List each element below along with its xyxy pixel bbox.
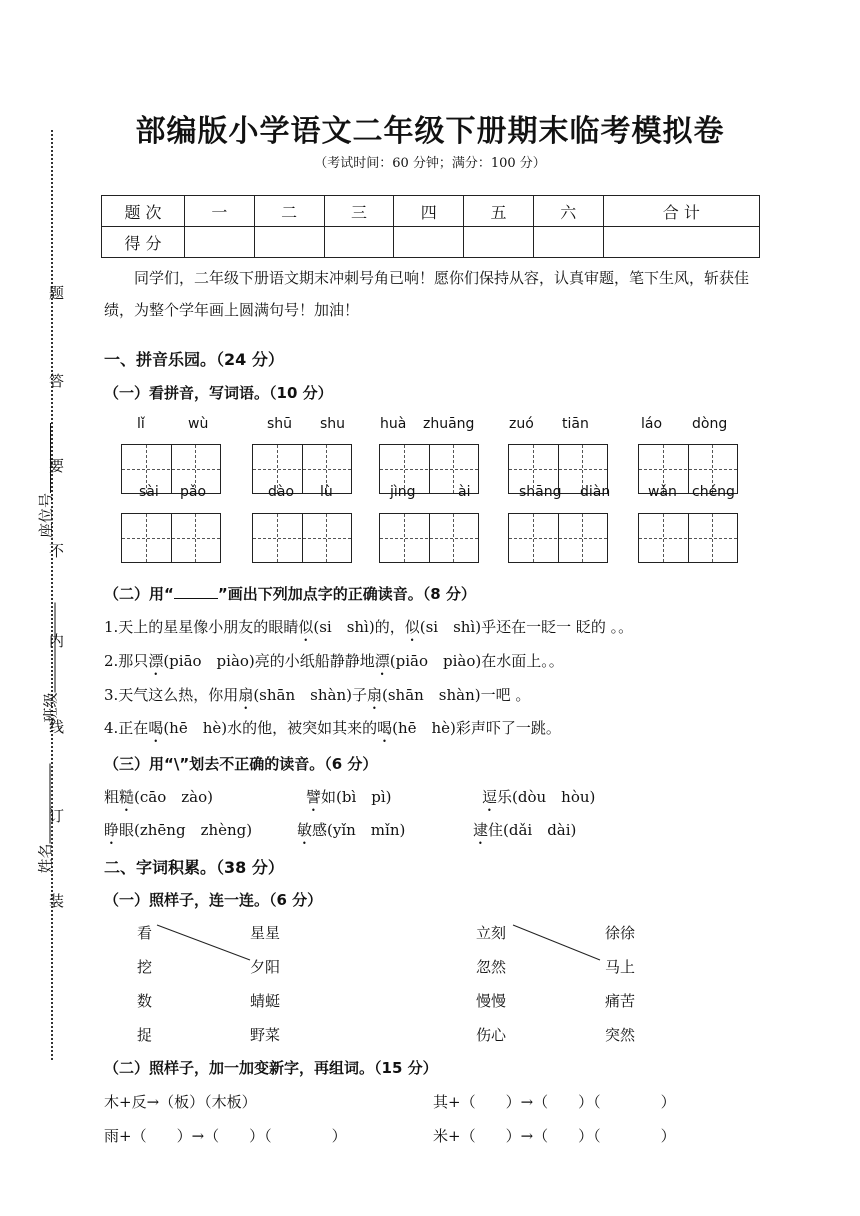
score-header-cell: 四 — [394, 196, 464, 227]
score-header-cell: 三 — [324, 196, 394, 227]
binding-char: 内 — [49, 632, 65, 650]
score-header-cell: 五 — [464, 196, 534, 227]
match-word[interactable]: 马上 — [605, 958, 636, 976]
binding-char: 要 — [49, 457, 65, 475]
pinyin: sài — [139, 484, 159, 500]
add-char-question[interactable]: 雨+（ ）→（ ）（ ） — [104, 1127, 347, 1145]
score-header-cell: 一 — [185, 196, 255, 227]
question-line: 4.正在喝(hē hè)水的他，被突如其来的喝(hē hè)彩声吓了一跳。 — [104, 719, 561, 737]
pinyin-item: 敏感(yǐn mǐn) — [297, 821, 406, 839]
add-char-example: 木+反→（板）（木板） — [104, 1093, 257, 1111]
part-2-1-heading: （一）照样子，连一连。（6 分） — [104, 891, 323, 909]
pinyin: dòng — [692, 416, 728, 432]
score-header-cell: 六 — [533, 196, 603, 227]
pinyin: shu — [320, 416, 346, 432]
pinyin: zhuāng — [423, 416, 475, 432]
match-word[interactable]: 慢慢 — [476, 992, 507, 1010]
class-field: 班级 — [40, 602, 61, 722]
binding-char: 题 — [49, 284, 65, 302]
match-word[interactable]: 伤心 — [476, 1026, 507, 1044]
match-word[interactable]: 夕阳 — [250, 958, 281, 976]
pinyin: ài — [458, 484, 471, 500]
question-line: 1.天上的星星像小朋友的眼睛似(si shì)的，似(si shì)乎还在一眨一 眨的 。。 — [104, 618, 634, 636]
binding-char: 线 — [49, 718, 65, 736]
match-word[interactable]: 徐徐 — [605, 924, 636, 942]
pinyin: diàn — [580, 484, 611, 500]
section-2-heading: 二、字词积累。（38 分） — [104, 858, 284, 877]
pinyin: chéng — [692, 484, 735, 500]
pinyin: lǐ — [137, 416, 145, 432]
pinyin: shāng — [519, 484, 562, 500]
pinyin-item: 睁眼(zhēng zhèng) — [104, 821, 253, 839]
add-char-question[interactable]: 其+（ ）→（ ）（ ） — [433, 1093, 676, 1111]
match-word[interactable]: 星星 — [250, 924, 281, 942]
question-line: 3.天气这么热，你用扇(shān shàn)子扇(shān shàn)一吧 。 — [104, 686, 531, 704]
pinyin: dào — [268, 484, 295, 500]
match-word[interactable]: 突然 — [605, 1026, 636, 1044]
match-word[interactable]: 看 — [137, 924, 153, 942]
page-subtitle: （考试时间：60 分钟；满分：100 分） — [314, 156, 546, 171]
match-word[interactable]: 捉 — [137, 1026, 153, 1044]
pinyin: lù — [320, 484, 333, 500]
binding-char: 答 — [49, 372, 65, 390]
match-word[interactable]: 数 — [137, 992, 153, 1010]
part-1-3-heading: （三）用“\”划去不正确的读音。（6 分） — [104, 755, 378, 773]
example-match-line — [513, 925, 600, 960]
name-field: 姓名 — [35, 763, 56, 873]
pinyin: wǎn — [648, 484, 677, 500]
match-word[interactable]: 立刻 — [476, 924, 507, 942]
pinyin-item: 粗糙(cāo zào) — [104, 788, 213, 806]
match-word[interactable]: 痛苦 — [605, 992, 636, 1010]
pinyin-item: 逮住(dǎi dài) — [473, 821, 577, 839]
binding-char: 订 — [49, 807, 65, 825]
pinyin: láo — [641, 416, 663, 432]
binding-char: 装 — [49, 892, 65, 910]
pinyin: tiān — [562, 416, 589, 432]
match-word[interactable]: 忽然 — [476, 958, 507, 976]
pinyin-item: 譬如(bì pì) — [306, 788, 392, 806]
page-title: 部编版小学语文二年级下册期末临考模拟卷 — [135, 114, 725, 149]
intro-paragraph: 同学们，二年级下册语文期末冲刺号角已响！愿你们保持从容，认真审题，笔下生风，斩获佳绩，为整个学年画上圆满句号！加油！ — [104, 269, 750, 319]
example-match-line — [157, 925, 250, 960]
seat-number-field: 座位号 — [35, 423, 56, 538]
pinyin: jìng — [390, 484, 416, 500]
match-word[interactable]: 蜻蜓 — [250, 992, 281, 1010]
score-header-cell: 合 计 — [603, 196, 759, 227]
match-word[interactable]: 野菜 — [250, 1026, 281, 1044]
pinyin: zuó — [509, 416, 534, 432]
part-2-2-heading: （二）照样子，加一加变新字，再组词。（15 分） — [104, 1059, 438, 1077]
score-row-label: 得 分 — [102, 227, 185, 258]
add-char-question[interactable]: 米+（ ）→（ ）（ ） — [433, 1127, 676, 1145]
part-1-1-heading: （一）看拼音，写词语。（10 分） — [104, 384, 333, 402]
section-1-heading: 一、拼音乐园。（24 分） — [104, 350, 284, 369]
pinyin: wù — [188, 416, 209, 432]
score-header-cell: 二 — [254, 196, 324, 227]
match-word[interactable]: 挖 — [137, 958, 153, 976]
part-1-2-heading: （二）用“ ”画出下列加点字的正确读音。（8 分） — [104, 585, 476, 603]
pinyin-item: 逗乐(dòu hòu) — [482, 788, 596, 806]
binding-char: 不 — [49, 542, 65, 560]
score-header-cell: 题 次 — [102, 196, 185, 227]
question-line: 2.那只漂(piāo piào)亮的小纸船静静地漂(piāo piào)在水面上。。 — [104, 652, 564, 670]
pinyin: shū — [267, 416, 293, 432]
pinyin: huà — [380, 416, 407, 432]
pinyin: pǎo — [180, 484, 207, 500]
